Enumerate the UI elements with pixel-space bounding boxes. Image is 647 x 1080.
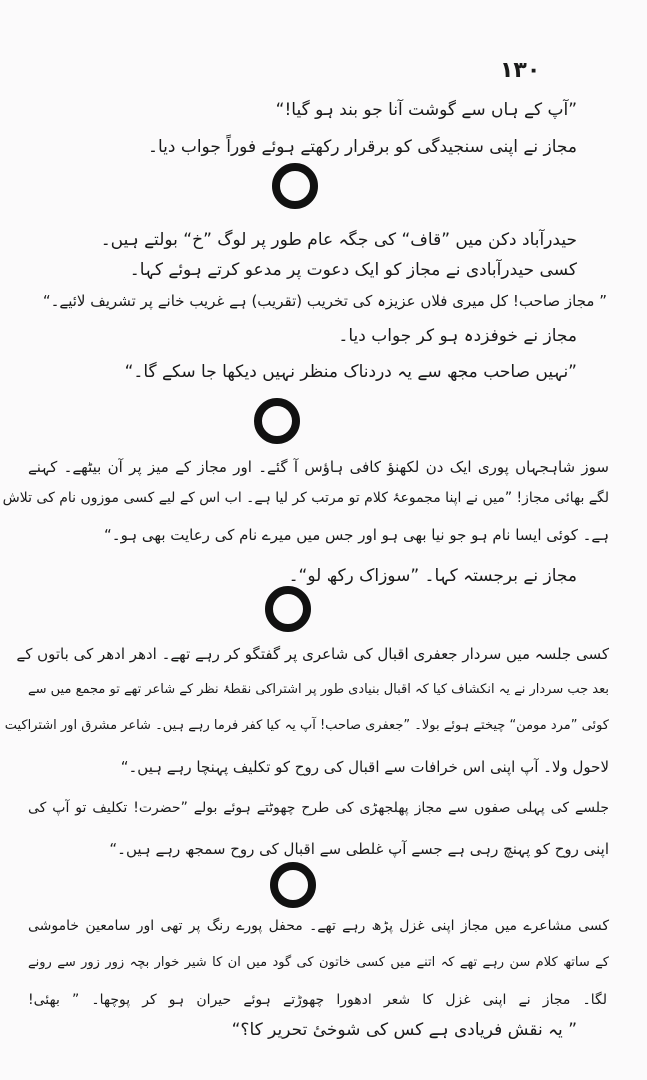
text-line: ” مجاز صاحب! کل میری فلاں عزیزہ کی تخریب (تقریب) ہے غریب خانے پر تشریف لائیے۔“ [42,292,607,310]
text-line: مجاز نے برجستہ کہا۔ ”سوزاک رکھ لو“۔ [288,566,577,586]
text-line: ”آپ کے ہاں سے گوشت آنا جو بند ہو گیا!“ [275,100,577,120]
text-line: لاحول ولا۔ آپ اپنی اس خرافات سے اقبال کی روح کو تکلیف پہنچا رہے ہیں۔“ [120,758,609,776]
ring-separator-icon [265,586,311,632]
text-line: اپنی روح کو پہنچ رہی ہے جسے آپ غلطی سے اقبال کی روح سمجھ رہے ہیں۔“ [109,840,609,858]
text-line: مجاز نے خوفزدہ ہو کر جواب دیا۔ [338,326,577,346]
text-line: سوز شاہجہاں پوری ایک دن لکھنؤ کافی ہاؤس آ گئے۔ اور مجاز کے میز پر آن بیٹھے۔ کہنے [28,458,609,476]
text-line: ”نہیں صاحب مجھ سے یہ دردناک منظر نہیں دیکھا جا سکے گا۔“ [124,362,577,382]
text-line: لگا۔ مجاز نے اپنی غزل کا شعر ادھورا چھوڑتے ہوئے حیران ہو کر پوچھا۔ ” بھئی! [28,992,607,1008]
text-line: بعد جب سردار نے یہ انکشاف کیا کہ اقبال بنیادی طور پر اشتراکی نقطۂ نظر کے شاعر تھے تو مجمع میں سے [28,682,609,697]
text-line: جلسے کی پہلی صفوں سے مجاز پھلجھڑی کی طرح چھوٹتے ہوئے بولے ”حضرت! تکلیف تو آپ کی [28,800,609,816]
text-line: کسی جلسہ میں سردار جعفری اقبال کی شاعری پر گفتگو کر رہے تھے۔ ادھر ادھر کی باتوں کے [16,645,609,663]
text-line: ہے۔ کوئی ایسا نام ہو جو نیا بھی ہو اور جس میں میرے نام کی رعایت بھی ہو۔“ [104,526,609,544]
text-line: کسی حیدرآبادی نے مجاز کو ایک دعوت پر مدعو کرتے ہوئے کہا۔ [129,260,577,280]
text-line: ” یہ نقش فریادی ہے کس کی شوخیٔ تحریر کا؟“ [231,1020,577,1040]
text-line: کوئی ”مرد مومن“ چیختے ہوئے بولا۔ ”جعفری صاحب! آپ یہ کیا کفر فرما رہے ہیں۔ شاعر مشرق اور اشتراکیت [4,718,609,733]
page-number: ۱۳۰ [500,58,541,83]
text-line: لگے بھائی مجاز! ”میں نے اپنا مجموعۂ کلام تو مرتب کر لیا ہے۔ اب اس کے لیے کسی موزوں نام کی تلاش [2,490,609,506]
ring-separator-icon [272,163,318,209]
text-line: حیدرآباد دکن میں ”قاف“ کی جگہ عام طور پر لوگ ”خ“ بولتے ہیں۔ [100,230,577,250]
text-line: مجاز نے اپنی سنجیدگی کو برقرار رکھتے ہوئے فوراً جواب دیا۔ [147,137,577,157]
ring-separator-icon [270,862,316,908]
text-line: کسی مشاعرے میں مجاز اپنی غزل پڑھ رہے تھے۔ محفل پورے رنگ پر تھی اور سامعین خاموشی [28,918,609,934]
ring-separator-icon [254,398,300,444]
text-line: کے ساتھ کلام سن رہے تھے کہ اتنے میں کسی خاتون کی گود میں ان کا شیر خوار بچہ زور زور سے رونے [28,955,609,970]
